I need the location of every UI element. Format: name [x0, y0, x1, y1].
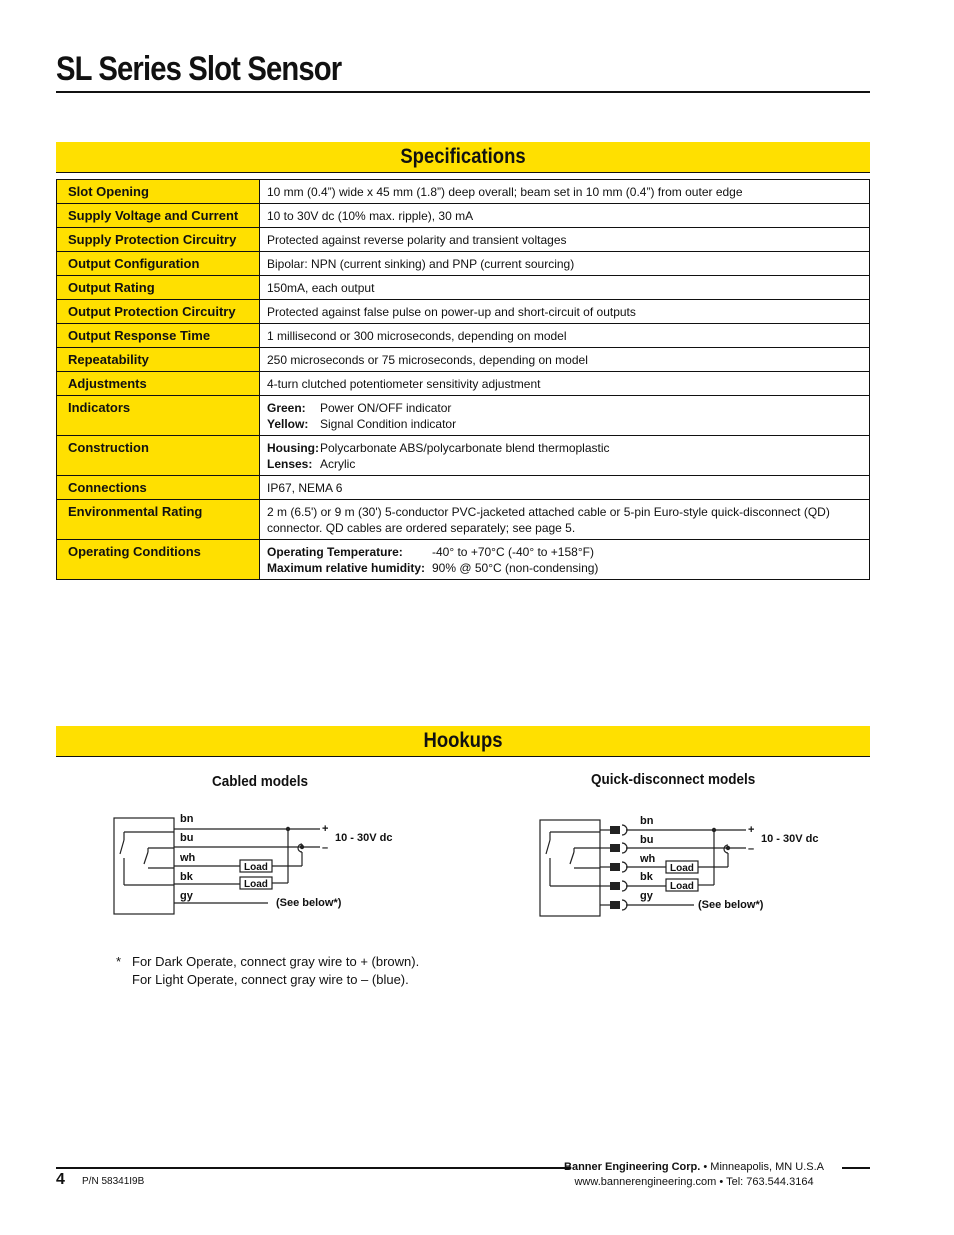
spec-value: IP67, NEMA 6: [260, 476, 870, 500]
spec-value-key: Yellow:: [267, 417, 309, 431]
spec-label: Environmental Rating: [57, 500, 260, 540]
spec-value: Protected against false pulse on power-up and short-circuit of outputs: [260, 300, 870, 324]
cabled-wire-bn: bn: [180, 813, 194, 825]
spec-label: Output Protection Circuitry: [57, 300, 260, 324]
spec-row: [57, 180, 870, 204]
spec-value: [260, 436, 870, 476]
spec-value-text: Signal Condition indicator: [320, 417, 457, 431]
spec-label: Operating Conditions: [57, 540, 260, 580]
qd-supply-label: 10 - 30V dc: [761, 833, 819, 845]
qd-wiring-diagram: [536, 810, 846, 922]
spec-value: [260, 540, 870, 580]
cabled-plus: +: [322, 823, 329, 835]
cabled-models-title: Cabled models: [212, 773, 309, 790]
spec-value-line: [267, 416, 862, 432]
spec-value-text: Acrylic: [320, 457, 356, 471]
spec-value: 2 m (6.5') or 9 m (30') 5-conductor PVC-jacketed attached cable or 5-pin Euro-style quick-disconnect (QD) connector. QD cables are ordered separately; see page 5.: [260, 500, 870, 540]
hookups-heading: Hookups: [423, 729, 503, 752]
spec-row: [57, 436, 870, 476]
cabled-wire-bk: bk: [180, 871, 193, 883]
spec-row: [57, 324, 870, 348]
spec-value: Bipolar: NPN (current sinking) and PNP (current sourcing): [260, 252, 870, 276]
cabled-minus: –: [322, 842, 329, 854]
spec-value: Protected against reverse polarity and transient voltages: [260, 228, 870, 252]
spec-value-text: -40° to +70°C (-40° to +158°F): [432, 545, 594, 559]
cabled-wire-bu: bu: [180, 832, 194, 844]
footer-rule-right: [842, 1167, 870, 1169]
spec-label: Supply Voltage and Current: [57, 204, 260, 228]
spec-row: [57, 300, 870, 324]
spec-row: [57, 276, 870, 300]
spec-label: Indicators: [57, 396, 260, 436]
company-contact: www.bannerengineering.com • Tel: 763.544.3164: [574, 1176, 814, 1188]
footer-rule-left: [56, 1167, 570, 1169]
spec-value-text: Power ON/OFF indicator: [320, 401, 452, 415]
qd-wire-gy: gy: [640, 890, 653, 902]
spec-label: Repeatability: [57, 348, 260, 372]
specifications-heading: Specifications: [400, 145, 526, 168]
page-title: SL Series Slot Sensor: [56, 50, 342, 88]
spec-row: [57, 396, 870, 436]
qd-wire-bu: bu: [640, 834, 654, 846]
title-divider: [56, 91, 870, 93]
spec-label: Output Configuration: [57, 252, 260, 276]
spec-value-key: Housing:: [267, 441, 319, 455]
hookups-heading-band: [56, 726, 870, 757]
qd-load-1: Load: [670, 863, 694, 874]
company-name: Banner Engineering Corp.: [564, 1161, 701, 1173]
cabled-wiring-diagram: [110, 810, 420, 920]
spec-value-key: Lenses:: [267, 457, 313, 471]
cabled-see-below: (See below*): [276, 897, 342, 909]
footnote-marker: *: [116, 954, 122, 969]
qd-minus: –: [748, 843, 755, 855]
qd-plus: +: [748, 824, 755, 836]
cabled-wire-wh: wh: [180, 852, 196, 864]
spec-label: Output Rating: [57, 276, 260, 300]
spec-value: 1 millisecond or 300 microseconds, depending on model: [260, 324, 870, 348]
spec-value: [260, 396, 870, 436]
spec-value-key: Operating Temperature:: [267, 545, 403, 559]
spec-value-text: Polycarbonate ABS/polycarbonate blend thermoplastic: [320, 441, 610, 455]
spec-label: Connections: [57, 476, 260, 500]
company-info: [564, 1160, 824, 1190]
spec-row: [57, 500, 870, 540]
footnote-line-1: For Dark Operate, connect gray wire to + (brown).: [132, 954, 420, 969]
spec-label: Construction: [57, 436, 260, 476]
qd-wire-bn: bn: [640, 815, 654, 827]
qd-see-below: (See below*): [698, 899, 764, 911]
spec-label: Supply Protection Circuitry: [57, 228, 260, 252]
cabled-load-1: Load: [244, 862, 268, 873]
qd-load-2: Load: [670, 881, 694, 892]
spec-value-line: [267, 456, 862, 472]
specifications-table: [56, 179, 870, 580]
page-number: 4: [56, 1171, 65, 1188]
spec-value: 10 to 30V dc (10% max. ripple), 30 mA: [260, 204, 870, 228]
specifications-heading-band: [56, 142, 870, 173]
spec-label: Adjustments: [57, 372, 260, 396]
spec-value: 150mA, each output: [260, 276, 870, 300]
spec-value-line: [267, 544, 862, 560]
spec-row: [57, 372, 870, 396]
cabled-load-2: Load: [244, 879, 268, 890]
qd-wire-bk: bk: [640, 871, 653, 883]
spec-label: Output Response Time: [57, 324, 260, 348]
part-number: P/N 58341I9B: [82, 1176, 145, 1187]
spec-value-key: Maximum relative humidity:: [267, 561, 426, 575]
spec-row: [57, 252, 870, 276]
spec-value-line: [267, 560, 862, 576]
qd-models-title: Quick-disconnect models: [591, 771, 756, 788]
cabled-wire-gy: gy: [180, 890, 193, 902]
spec-value: 4-turn clutched potentiometer sensitivity adjustment: [260, 372, 870, 396]
spec-value-key: Green:: [267, 401, 306, 415]
spec-value-text: 90% @ 50°C (non-condensing): [432, 561, 599, 575]
company-location: • Minneapolis, MN U.S.A: [700, 1161, 824, 1173]
spec-label: Slot Opening: [57, 180, 260, 204]
spec-row: [57, 476, 870, 500]
spec-value-line: [267, 440, 862, 456]
spec-row: [57, 540, 870, 580]
footnote-line-2: For Light Operate, connect gray wire to – (blue).: [132, 972, 409, 987]
spec-value: 10 mm (0.4”) wide x 45 mm (1.8”) deep overall; beam set in 10 mm (0.4”) from outer edge: [260, 180, 870, 204]
cabled-supply-label: 10 - 30V dc: [335, 832, 393, 844]
hookup-footnote: [116, 953, 419, 989]
spec-value: 250 microseconds or 75 microseconds, depending on model: [260, 348, 870, 372]
spec-value-line: [267, 400, 862, 416]
spec-row: [57, 228, 870, 252]
spec-row: [57, 348, 870, 372]
spec-row: [57, 204, 870, 228]
qd-wire-wh: wh: [640, 853, 656, 865]
